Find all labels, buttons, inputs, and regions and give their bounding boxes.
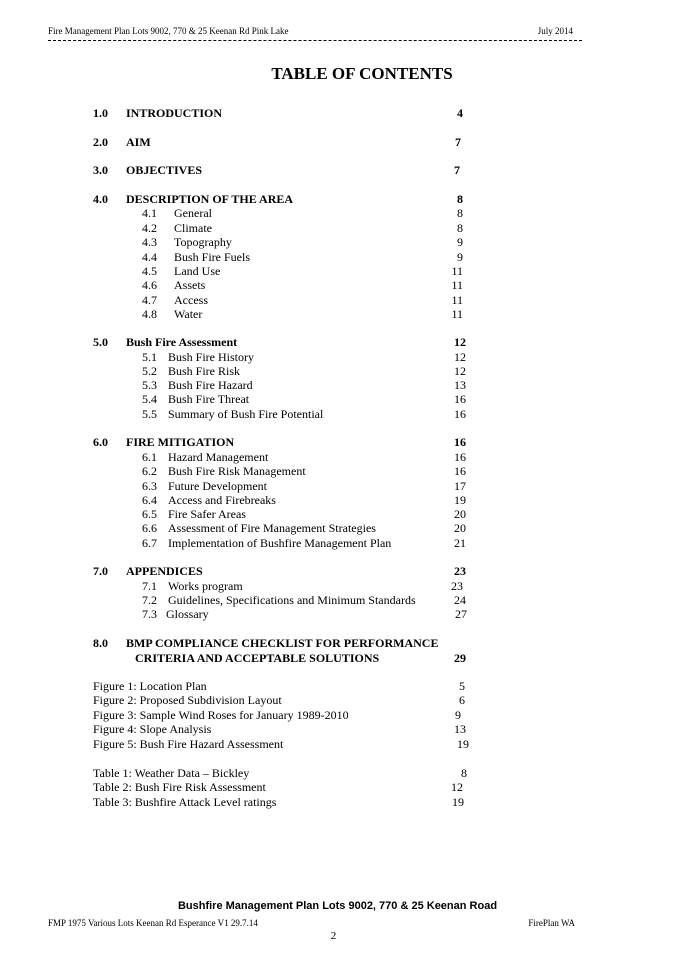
toc-page-number: 9 bbox=[455, 708, 461, 722]
toc-page-number: 8 bbox=[457, 221, 463, 235]
toc-page-number: 12 bbox=[454, 335, 466, 349]
toc-page-number: 8 bbox=[457, 206, 463, 220]
toc-subsection-number: 4.2 bbox=[142, 221, 157, 235]
toc-section-number: 2.0 bbox=[93, 135, 108, 149]
toc-subsection-label: Hazard Management bbox=[168, 450, 269, 464]
toc-subsection-number: 6.4 bbox=[142, 493, 157, 507]
toc-section-number: 8.0 bbox=[93, 636, 108, 650]
toc-section-number: 1.0 bbox=[93, 106, 108, 120]
footer-title: Bushfire Management Plan Lots 9002, 770 & 25 Keenan Road bbox=[177, 900, 498, 912]
toc-page-number: 12 bbox=[451, 780, 463, 794]
toc-page-number: 13 bbox=[454, 378, 466, 392]
toc-page-number: 12 bbox=[454, 350, 466, 364]
table-list-item: Table 2: Bush Fire Risk Assessment bbox=[93, 780, 266, 794]
toc-subsection-label: Assets bbox=[174, 278, 206, 292]
toc-page-number: 21 bbox=[454, 536, 466, 550]
toc-subsection-label: Fire Safer Areas bbox=[168, 507, 246, 521]
toc-subsection-number: 5.5 bbox=[142, 407, 157, 421]
toc-subsection-number: 4.3 bbox=[142, 235, 157, 249]
toc-page-number: 16 bbox=[454, 464, 466, 478]
toc-page-number: 9 bbox=[457, 250, 463, 264]
toc-subsection-number: 6.2 bbox=[142, 464, 157, 478]
toc-subsection-label: Bush Fire Risk bbox=[168, 364, 241, 378]
toc-subsection-label: Bush Fire Risk Management bbox=[168, 464, 306, 478]
toc-subsection-number: 5.3 bbox=[142, 378, 157, 392]
toc-subsection-number: 6.1 bbox=[142, 450, 157, 464]
toc-subsection-number: 5.1 bbox=[142, 350, 157, 364]
toc-page-number: 19 bbox=[457, 737, 469, 751]
toc-page-number: 19 bbox=[452, 795, 464, 809]
toc-subsection-label: Works program bbox=[168, 579, 243, 593]
toc-subsection-label: Bush Fire Hazard bbox=[168, 378, 253, 392]
toc-subsection-number: 4.8 bbox=[142, 307, 157, 321]
toc-subsection-number: 7.1 bbox=[142, 579, 157, 593]
toc-subsection-label: Guidelines, Specifications and Minimum Standards bbox=[168, 593, 416, 607]
toc-subsection-label: Summary of Bush Fire Potential bbox=[168, 407, 324, 421]
footer-right: FirePlan WA bbox=[528, 918, 575, 928]
toc-page-number: 6 bbox=[459, 693, 465, 707]
toc-subsection-label: Future Development bbox=[168, 479, 267, 493]
toc-section-label: INTRODUCTION bbox=[126, 106, 223, 120]
toc-subsection-label: Access bbox=[174, 293, 208, 307]
toc-subsection-label: Climate bbox=[174, 221, 212, 235]
toc-subsection-number: 4.1 bbox=[142, 206, 157, 220]
toc-page-number: 19 bbox=[454, 493, 466, 507]
toc-page-number: 29 bbox=[454, 651, 466, 665]
toc-subsection-label: Bush Fire Fuels bbox=[174, 250, 251, 264]
toc-page-number: 8 bbox=[461, 766, 467, 780]
page-title: TABLE OF CONTENTS bbox=[271, 64, 453, 83]
toc-subsection-label: General bbox=[174, 206, 212, 220]
toc-page-number: 11 bbox=[451, 293, 463, 307]
header-right: July 2014 bbox=[537, 26, 573, 36]
toc-subsection-label: Water bbox=[174, 307, 203, 321]
toc-page-number: 13 bbox=[454, 722, 466, 736]
toc-page-number: 20 bbox=[454, 507, 466, 521]
toc-subsection-number: 6.5 bbox=[142, 507, 157, 521]
toc-section-label: AIM bbox=[126, 135, 151, 149]
toc-subsection-number: 4.7 bbox=[142, 293, 157, 307]
toc-subsection-number: 7.2 bbox=[142, 593, 157, 607]
table-list-item: Table 3: Bushfire Attack Level ratings bbox=[93, 795, 277, 809]
toc-section-label: BMP COMPLIANCE CHECKLIST FOR PERFORMANCE bbox=[126, 636, 439, 650]
toc-subsection-label: Glossary bbox=[166, 607, 209, 621]
toc-subsection-label: Access and Firebreaks bbox=[168, 493, 276, 507]
toc-section-number: 3.0 bbox=[93, 163, 108, 177]
toc-section-number: 7.0 bbox=[93, 564, 108, 578]
toc-page-number: 5 bbox=[459, 679, 465, 693]
toc-page-number: 9 bbox=[457, 235, 463, 249]
toc-page-number: 11 bbox=[451, 278, 463, 292]
toc-page-number: 16 bbox=[454, 435, 466, 449]
toc-page-number: 23 bbox=[454, 564, 466, 578]
toc-subsection-label: Implementation of Bushfire Management Plan bbox=[168, 536, 392, 550]
figure-list-item: Figure 3: Sample Wind Roses for January 1989-2010 bbox=[93, 708, 349, 722]
page-number: 2 bbox=[330, 930, 337, 942]
toc-subsection-number: 4.5 bbox=[142, 264, 157, 278]
toc-page-number: 12 bbox=[454, 364, 466, 378]
toc-subsection-number: 4.6 bbox=[142, 278, 157, 292]
figure-list-item: Figure 4: Slope Analysis bbox=[93, 722, 212, 736]
toc-subsection-number: 5.4 bbox=[142, 392, 157, 406]
toc-page-number: 7 bbox=[454, 163, 460, 177]
toc-page-number: 7 bbox=[455, 135, 461, 149]
toc-page-number: 8 bbox=[457, 192, 463, 206]
toc-page-number: 23 bbox=[451, 579, 463, 593]
toc-section-number: 5.0 bbox=[93, 335, 108, 349]
toc-subsection-number: 6.7 bbox=[142, 536, 157, 550]
figure-list-item: Figure 2: Proposed Subdivision Layout bbox=[93, 693, 282, 707]
toc-section-label: APPENDICES bbox=[126, 564, 203, 578]
toc-subsection-label: Land Use bbox=[174, 264, 221, 278]
toc-section-label-cont: CRITERIA AND ACCEPTABLE SOLUTIONS bbox=[135, 651, 380, 665]
toc-page-number: 11 bbox=[451, 307, 463, 321]
toc-subsection-number: 6.3 bbox=[142, 479, 157, 493]
toc-subsection-number: 6.6 bbox=[142, 521, 157, 535]
toc-subsection-label: Bush Fire Threat bbox=[168, 392, 250, 406]
toc-subsection-label: Assessment of Fire Management Strategies bbox=[168, 521, 376, 535]
toc-page-number: 20 bbox=[454, 521, 466, 535]
toc-page-number: 17 bbox=[454, 479, 466, 493]
toc-section-number: 6.0 bbox=[93, 435, 108, 449]
toc-subsection-label: Topography bbox=[174, 235, 232, 249]
toc-subsection-label: Bush Fire History bbox=[168, 350, 255, 364]
toc-page-number: 24 bbox=[454, 593, 466, 607]
toc-page-number: 27 bbox=[455, 607, 467, 621]
toc-subsection-number: 7.3 bbox=[142, 607, 157, 621]
toc-page-number: 16 bbox=[454, 407, 466, 421]
figure-list-item: Figure 5: Bush Fire Hazard Assessment bbox=[93, 737, 284, 751]
toc-section-label: DESCRIPTION OF THE AREA bbox=[126, 192, 294, 206]
header-left: Fire Management Plan Lots 9002, 770 & 25 Keenan Rd Pink Lake bbox=[48, 26, 289, 36]
toc-section-label: Bush Fire Assessment bbox=[126, 335, 238, 349]
toc-section-number: 4.0 bbox=[93, 192, 108, 206]
toc-page-number: 16 bbox=[454, 392, 466, 406]
toc-page-number: 11 bbox=[451, 264, 463, 278]
toc-section-label: FIRE MITIGATION bbox=[126, 435, 235, 449]
toc-page-number: 4 bbox=[457, 106, 463, 120]
toc-section-label: OBJECTIVES bbox=[126, 163, 203, 177]
toc-page-number: 16 bbox=[454, 450, 466, 464]
footer-left: FMP 1975 Various Lots Keenan Rd Esperance V1 29.7.14 bbox=[48, 918, 258, 928]
figure-list-item: Figure 1: Location Plan bbox=[93, 679, 207, 693]
toc-subsection-number: 4.4 bbox=[142, 250, 157, 264]
toc-subsection-number: 5.2 bbox=[142, 364, 157, 378]
table-list-item: Table 1: Weather Data – Bickley bbox=[93, 766, 250, 780]
header-divider bbox=[48, 40, 582, 41]
